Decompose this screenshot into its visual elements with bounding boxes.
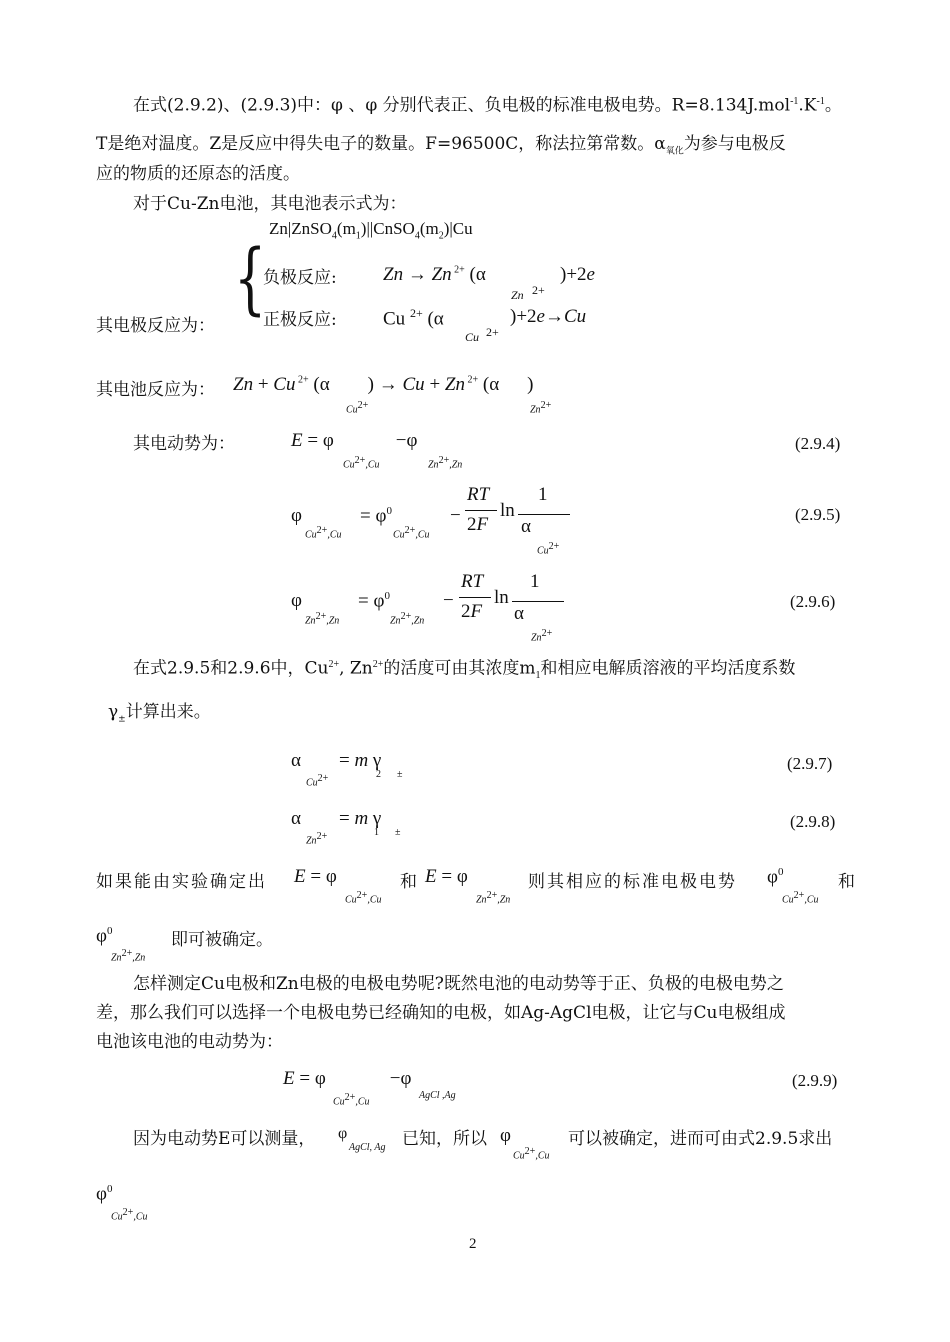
page-number: 2 bbox=[469, 1236, 477, 1252]
para5-line2: 差，那么我们可以选择一个电极电势已经确知的电极，如Ag-AgCl电极，让它与Cu电极组成 bbox=[96, 1003, 786, 1023]
eq295-sub3: $Cu^{2+}$ bbox=[537, 541, 560, 557]
positive-reaction: Cu $^{2+}$ (α bbox=[383, 306, 444, 330]
para4-sub2: $Zn^{2+},Zn$ bbox=[476, 890, 511, 906]
para6-b: 已知，所以 bbox=[402, 1129, 487, 1149]
negative-reaction: Zn → Zn $^{2+}$ (α bbox=[383, 264, 486, 285]
eq296-sub1: $Zn^{2+},Zn$ bbox=[305, 611, 340, 627]
eq-296-minus: − bbox=[443, 590, 454, 611]
para4-sub4: $Zn^{2+},Zn$ bbox=[111, 948, 146, 964]
battery-reaction: Zn + Cu $^{2+}$ (α ) → Cu + Zn $^{2+}$ (α ) bbox=[233, 374, 534, 395]
eq295-ln: ln bbox=[500, 500, 515, 521]
para6-a: 因为电动势E可以测量， bbox=[133, 1129, 316, 1149]
eq297-sub2: 2 bbox=[376, 769, 381, 780]
eq-number-298: (2.9.8) bbox=[790, 812, 836, 831]
eq296-den: 2F bbox=[461, 601, 483, 622]
negative-sub: Zn bbox=[511, 288, 524, 302]
positive-sub: Cu bbox=[465, 330, 480, 344]
para6-sub1: AgCl, Ag bbox=[349, 1142, 386, 1153]
eq298-sub2: 1 bbox=[374, 827, 379, 838]
eq296-sub2: $Zn^{2+},Zn$ bbox=[390, 611, 425, 627]
eq297-sub1: $Cu^{2+}$ bbox=[306, 773, 329, 789]
para6-sub2: $Cu^{2+},Cu$ bbox=[513, 1146, 550, 1162]
final-phi0: $\varphi^0$ bbox=[96, 1183, 113, 1205]
para4-sub3: $Cu^{2+},Cu$ bbox=[782, 890, 819, 906]
eq296-ln: ln bbox=[494, 587, 509, 608]
para4-eq2: E = φ bbox=[425, 866, 468, 887]
positive-sub-sup: 2+ bbox=[486, 325, 499, 339]
para1-line3: 应的物质的还原态的活度。 bbox=[96, 164, 300, 184]
para4-d: 和 bbox=[838, 872, 855, 892]
eq-number-295: (2.9.5) bbox=[795, 505, 841, 524]
eq-295-eq: = $\varphi^0$ bbox=[360, 505, 392, 527]
negative-sub-sup: 2+ bbox=[532, 283, 545, 297]
eq299-sub1: $Cu^{2+},Cu$ bbox=[333, 1092, 370, 1108]
para5-line1: 怎样测定Cu电极和Zn电极的电极电势呢?既然电池的电动势等于正、负极的电极电势之 bbox=[133, 974, 784, 994]
final-sub: $Cu^{2+},Cu$ bbox=[111, 1207, 148, 1223]
para4-eq1: E = φ bbox=[294, 866, 337, 887]
para1-line1: 在式(2.9.2)、(2.9.3)中：φ 、φ 分别代表正、负电极的标准电极电势。$R=8.134J.mol^{-1}.K^{-1}$。 bbox=[133, 95, 842, 116]
para6-c: 可以被确定，进而可由式2.9.5求出 bbox=[568, 1129, 833, 1149]
eq295-num: RT bbox=[467, 484, 490, 505]
para1-line2: T是绝对温度。Z是反应中得失电子的数量。F=96500C，称法拉第常数。$\alpha_{氧化}$为参与电极反 bbox=[96, 134, 786, 157]
para5-line3: 电池该电池的电动势为： bbox=[96, 1032, 283, 1052]
eq296-alpha: α bbox=[514, 603, 524, 624]
eq295-sub2: $Cu^{2+},Cu$ bbox=[393, 525, 430, 541]
eq-number-297: (2.9.7) bbox=[787, 754, 833, 773]
eq295-alpha: α bbox=[521, 516, 531, 537]
negative-label: 负极反应: bbox=[263, 268, 337, 288]
eq-number-296: (2.9.6) bbox=[790, 592, 836, 611]
eq-297: α = m γ bbox=[291, 750, 382, 771]
positive-label: 正极反应: bbox=[263, 310, 337, 330]
battery-sub1: $Cu^{2+}$ bbox=[346, 400, 369, 416]
eq294-sub1: $Cu^{2+},Cu$ bbox=[343, 455, 380, 471]
para4-phi0-2: $\varphi^0$ bbox=[96, 925, 113, 947]
para4-b: 和 bbox=[400, 872, 417, 892]
eq294-sub2: $Zn^{2+},Zn$ bbox=[428, 455, 463, 471]
positive-tail: )+2e→Cu bbox=[510, 306, 587, 327]
para2-line1: 对于Cu-Zn电池，其电池表示式为： bbox=[133, 194, 407, 214]
para4-phi0: $\varphi^0$ bbox=[767, 866, 784, 888]
eq298-sub3: ± bbox=[395, 827, 401, 838]
para4-a: 如果能由实验确定出 bbox=[96, 872, 267, 892]
electrode-label: 其电极反应为： bbox=[96, 316, 215, 336]
eq298-sub1: $Zn^{2+}$ bbox=[306, 831, 328, 847]
eq-number-299: (2.9.9) bbox=[792, 1071, 838, 1090]
battery-sub2: $Zn^{2+}$ bbox=[530, 400, 552, 416]
para6-phi2: φ bbox=[500, 1125, 511, 1146]
eq-296-lhs: φ bbox=[291, 590, 302, 611]
eq-294: E = φ −φ bbox=[291, 430, 418, 451]
negative-tail: )+2e bbox=[560, 264, 595, 285]
eq-295-minus: − bbox=[450, 505, 461, 526]
para3-line1: 在式2.9.5和2.9.6中，$Cu^{2+}$, $Zn^{2+}$的活度可由其浓度$m_1$和相应电解质溶液的平均活度系数 bbox=[133, 658, 796, 682]
para4-c: 则其相应的标准电极电势 bbox=[528, 872, 737, 892]
eq299-sub2: AgCl ,Ag bbox=[419, 1090, 456, 1101]
para3-line2: $\gamma_\pm$计算出来。 bbox=[108, 702, 211, 725]
eq-295-lhs: φ bbox=[291, 505, 302, 526]
cell-notation: $Zn|ZnSO_4(m_1)||CnSO_4(m_2)|Cu$ bbox=[269, 219, 473, 242]
eq296-sub3: $Zn^{2+}$ bbox=[531, 628, 553, 644]
eq296-num: RT bbox=[461, 571, 484, 592]
para6-phi1: φ bbox=[338, 1125, 348, 1142]
eq-299: E = φ −φ bbox=[283, 1068, 412, 1089]
eq-298: α = m γ bbox=[291, 808, 382, 829]
eq-number-294: (2.9.4) bbox=[795, 434, 841, 453]
para4-e: 即可被确定。 bbox=[171, 930, 273, 950]
eq297-sub3: ± bbox=[397, 769, 403, 780]
eq295-one: 1 bbox=[538, 484, 548, 505]
eq296-one: 1 bbox=[530, 571, 540, 592]
eq295-den: 2F bbox=[467, 514, 489, 535]
para4-sub1: $Cu^{2+},Cu$ bbox=[345, 890, 382, 906]
emf-label: 其电动势为： bbox=[133, 434, 235, 454]
battery-label: 其电池反应为： bbox=[96, 380, 215, 400]
left-brace: { bbox=[234, 234, 267, 324]
eq295-sub1: $Cu^{2+},Cu$ bbox=[305, 525, 342, 541]
eq-296-eq: = $\varphi^0$ bbox=[358, 590, 390, 612]
